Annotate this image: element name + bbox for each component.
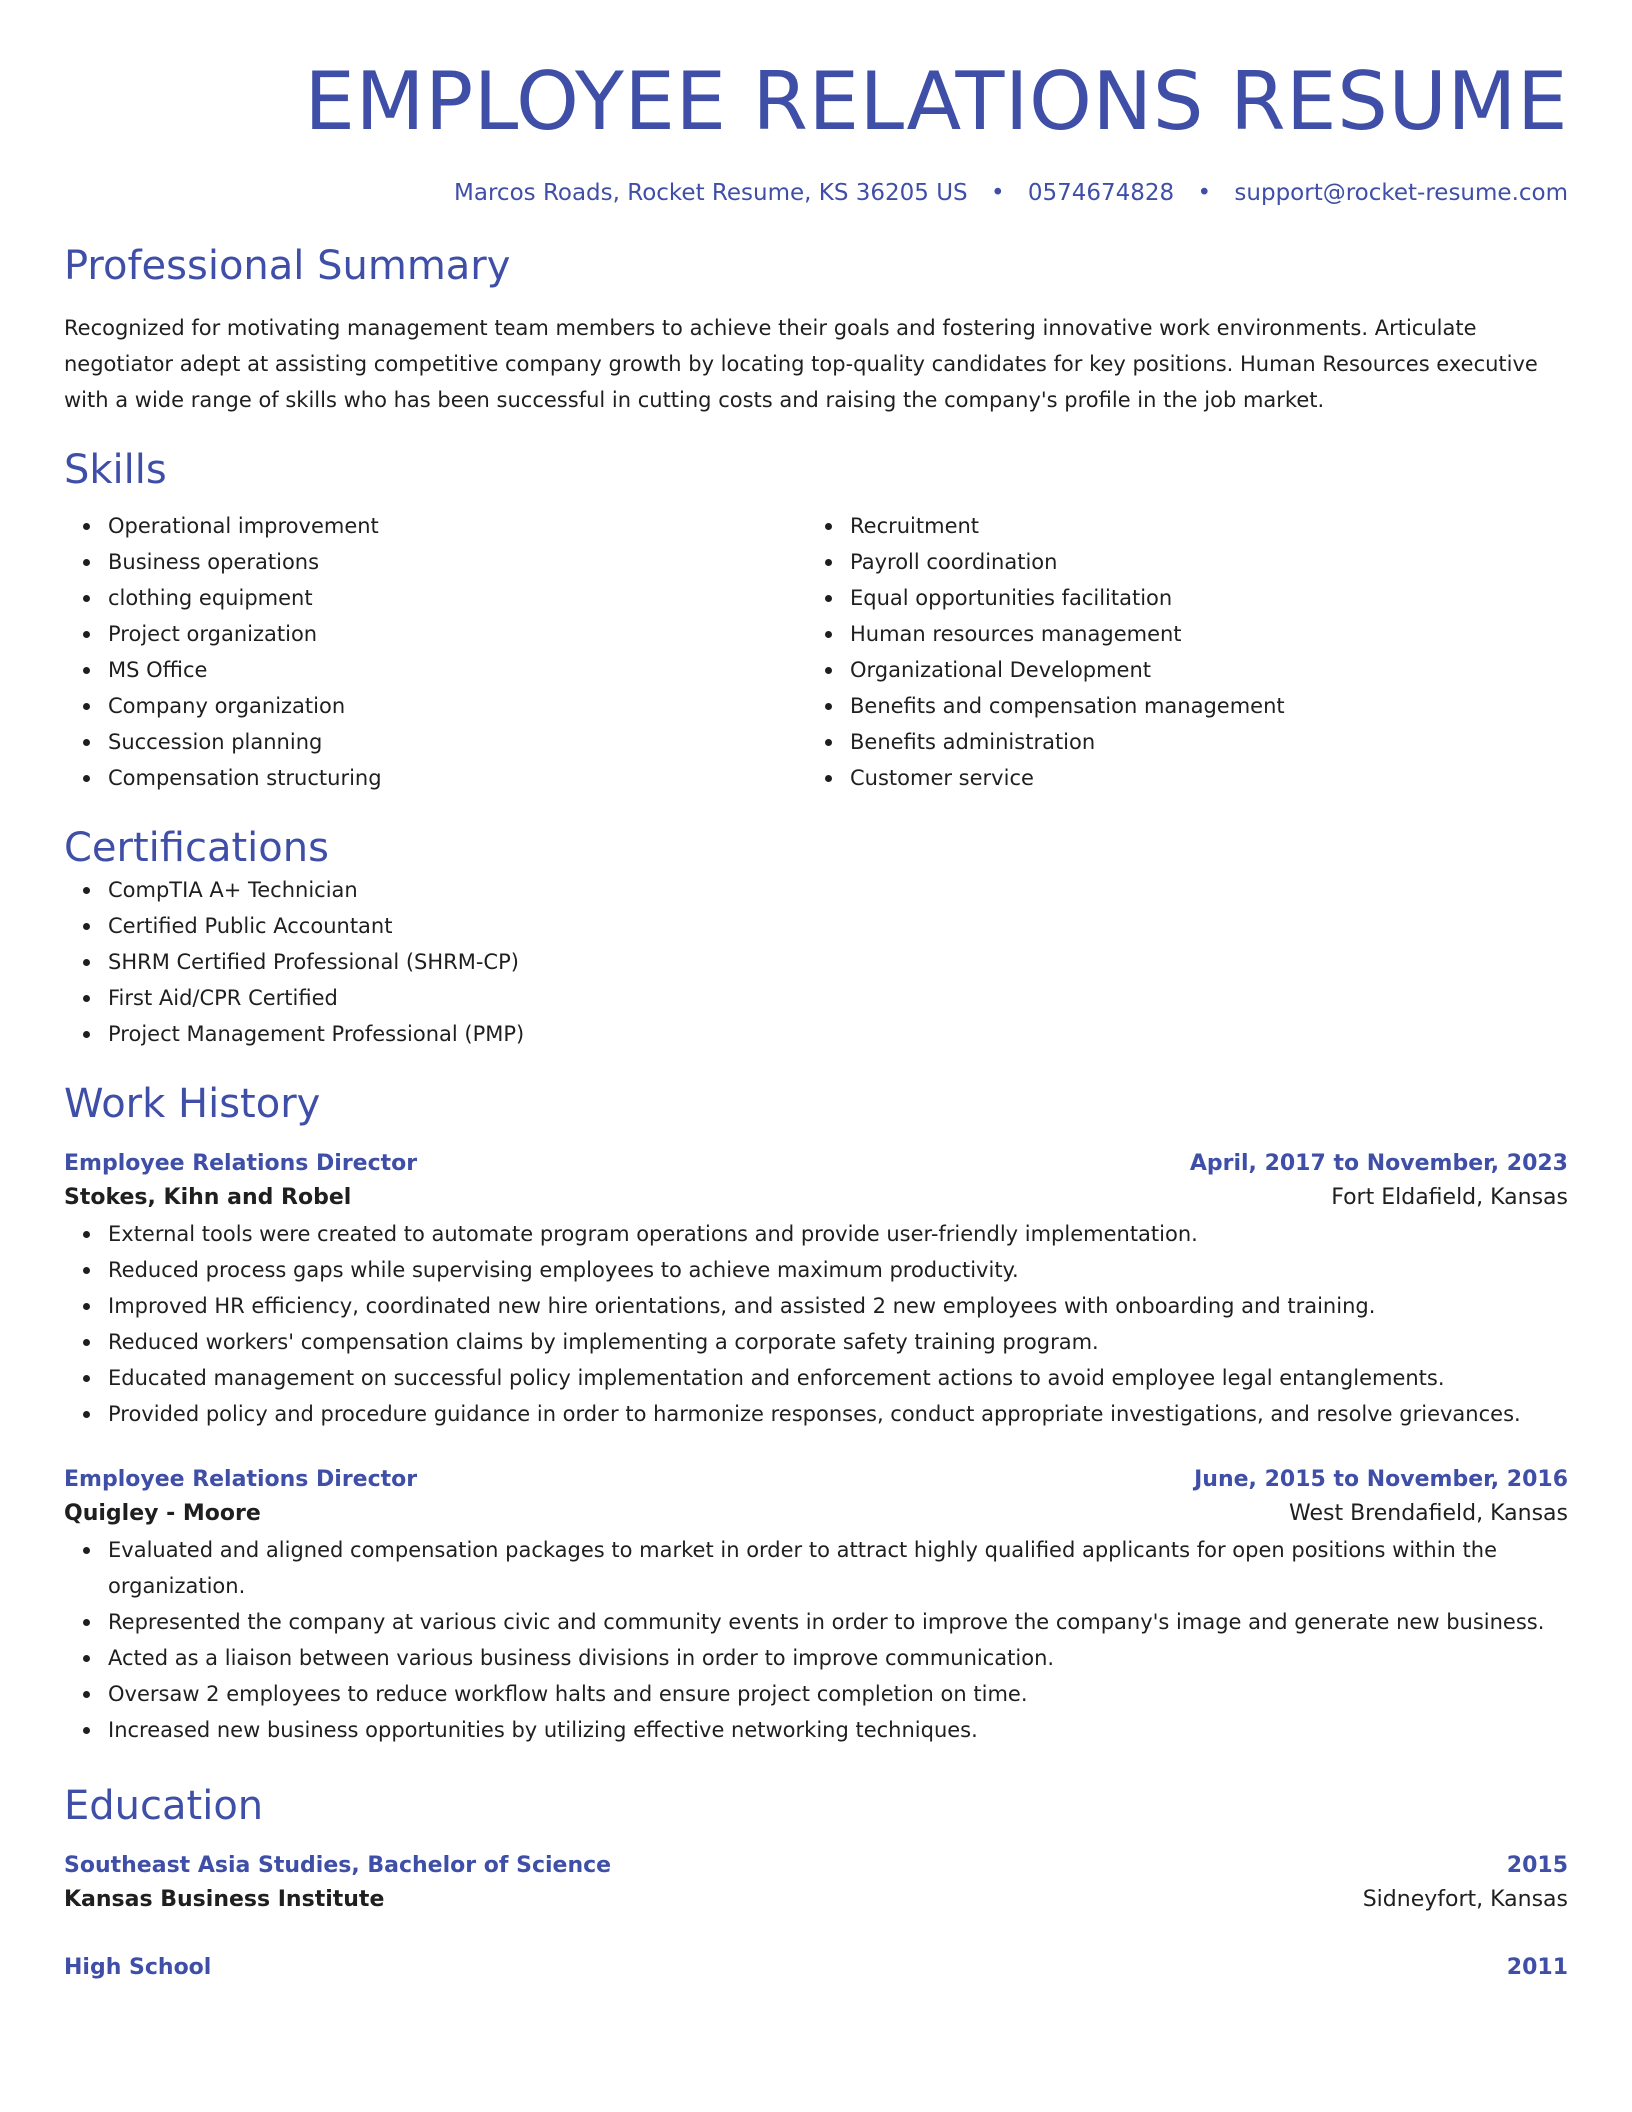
job-title: Employee Relations Director bbox=[64, 1467, 418, 1492]
job-bullet: Represented the company at various civic and community events in order to improve the company's image and generate new business. bbox=[108, 1604, 1568, 1640]
education-header-row bbox=[64, 1952, 1568, 1984]
education-entry bbox=[64, 1952, 1568, 1984]
skill-item: Compensation structuring bbox=[108, 760, 806, 796]
job-dates: April, 2017 to November, 2023 bbox=[1189, 1151, 1568, 1176]
certification-item: Project Management Professional (PMP) bbox=[108, 1016, 1568, 1052]
skill-item: Benefits administration bbox=[850, 724, 1548, 760]
resume-name: EMPLOYEE RELATIONS RESUME bbox=[304, 55, 1568, 148]
job-location: West Brendafield, Kansas bbox=[1289, 1501, 1568, 1526]
skill-item: Benefits and compensation management bbox=[850, 688, 1548, 724]
education-location: Sidneyfort, Kansas bbox=[1362, 1887, 1568, 1912]
summary-text: Recognized for motivating management team members to achieve their goals and fostering innovative work environments. Articulate negotiator adept at assisting competitive company growth by locating top-quality candidates for key positions. Human Resources executive with a wide range of skills who has been successful in cutting costs and raising the company's profile in the job market. bbox=[64, 316, 1538, 412]
contact-separator: • bbox=[990, 180, 1005, 206]
certifications-list bbox=[64, 872, 1568, 1052]
skills-section bbox=[64, 446, 1568, 796]
skills-column-right bbox=[806, 508, 1548, 796]
education-year: 2011 bbox=[1506, 1955, 1568, 1980]
job-bullet: Provided policy and procedure guidance in order to harmonize responses, conduct appropriate investigations, and resolve grievances. bbox=[108, 1396, 1568, 1432]
education-year: 2015 bbox=[1506, 1853, 1568, 1878]
job-entry bbox=[64, 1148, 1568, 1432]
skill-item: Project organization bbox=[108, 616, 806, 652]
job-bullet: Evaluated and aligned compensation packages to market in order to attract highly qualified applicants for open positions within the organization. bbox=[108, 1532, 1568, 1604]
job-location: Fort Eldafield, Kansas bbox=[1331, 1185, 1568, 1210]
skill-item: Business operations bbox=[108, 544, 806, 580]
job-header-row bbox=[64, 1148, 1568, 1180]
certification-item: First Aid/CPR Certified bbox=[108, 980, 1568, 1016]
certification-item: Certified Public Accountant bbox=[108, 908, 1568, 944]
skill-item: Operational improvement bbox=[108, 508, 806, 544]
contact-separator: • bbox=[1197, 180, 1212, 206]
certification-item: SHRM Certified Professional (SHRM-CP) bbox=[108, 944, 1568, 980]
skills-list bbox=[64, 508, 806, 796]
summary-section bbox=[64, 242, 1568, 418]
job-bullets bbox=[64, 1216, 1568, 1432]
job-company-row bbox=[64, 1496, 1568, 1532]
certification-item: CompTIA A+ Technician bbox=[108, 872, 1568, 908]
skills-list bbox=[806, 508, 1548, 796]
section-title: Professional Summary bbox=[64, 243, 511, 289]
skill-item: Succession planning bbox=[108, 724, 806, 760]
section-title: Skills bbox=[64, 447, 167, 493]
skill-item: Payroll coordination bbox=[850, 544, 1548, 580]
skill-item: Equal opportunities facilitation bbox=[850, 580, 1548, 616]
education-degree: High School bbox=[64, 1955, 212, 1980]
job-company-row bbox=[64, 1180, 1568, 1216]
skill-item: Recruitment bbox=[850, 508, 1548, 544]
job-bullet: Oversaw 2 employees to reduce workflow halts and ensure project completion on time. bbox=[108, 1676, 1568, 1712]
education-school: Kansas Business Institute bbox=[64, 1887, 385, 1912]
job-company: Stokes, Kihn and Robel bbox=[64, 1185, 352, 1210]
contact-phone: 0574674828 bbox=[1027, 180, 1175, 206]
skill-item: Company organization bbox=[108, 688, 806, 724]
job-bullet: Acted as a liaison between various business divisions in order to improve communication. bbox=[108, 1640, 1568, 1676]
job-header-row bbox=[64, 1464, 1568, 1496]
job-bullets bbox=[64, 1532, 1568, 1748]
job-bullet: External tools were created to automate program operations and provide user-friendly implementation. bbox=[108, 1216, 1568, 1252]
education-entry bbox=[64, 1850, 1568, 1918]
education-section bbox=[64, 1782, 1568, 1984]
skill-item: Human resources management bbox=[850, 616, 1548, 652]
skills-column-left bbox=[64, 508, 806, 796]
section-title: Work History bbox=[64, 1081, 321, 1127]
contact-email: support@rocket-resume.com bbox=[1234, 180, 1568, 206]
section-title: Certifications bbox=[64, 825, 329, 871]
job-entry bbox=[64, 1464, 1568, 1748]
job-bullet: Reduced workers' compensation claims by implementing a corporate safety training program. bbox=[108, 1324, 1568, 1360]
resume-header bbox=[64, 0, 1568, 208]
section-title: Education bbox=[64, 1783, 264, 1829]
education-header-row bbox=[64, 1850, 1568, 1882]
skills-grid bbox=[64, 508, 1568, 796]
certifications-section bbox=[64, 824, 1568, 1052]
job-bullet: Reduced process gaps while supervising employees to achieve maximum productivity. bbox=[108, 1252, 1568, 1288]
job-title: Employee Relations Director bbox=[64, 1151, 418, 1176]
skill-item: MS Office bbox=[108, 652, 806, 688]
skill-item: Customer service bbox=[850, 760, 1548, 796]
work-history-section bbox=[64, 1080, 1568, 1748]
contact-line bbox=[64, 178, 1568, 208]
skill-item: clothing equipment bbox=[108, 580, 806, 616]
job-bullet: Educated management on successful policy implementation and enforcement actions to avoid employee legal entanglements. bbox=[108, 1360, 1568, 1396]
job-bullet: Improved HR efficiency, coordinated new hire orientations, and assisted 2 new employees with onboarding and training. bbox=[108, 1288, 1568, 1324]
skill-item: Organizational Development bbox=[850, 652, 1548, 688]
job-bullet: Increased new business opportunities by utilizing effective networking techniques. bbox=[108, 1712, 1568, 1748]
education-school-row bbox=[64, 1882, 1568, 1918]
education-degree: Southeast Asia Studies, Bachelor of Science bbox=[64, 1853, 612, 1878]
job-company: Quigley - Moore bbox=[64, 1501, 261, 1526]
contact-address: Marcos Roads, Rocket Resume, KS 36205 US bbox=[454, 180, 968, 206]
job-dates: June, 2015 to November, 2016 bbox=[1194, 1467, 1568, 1492]
